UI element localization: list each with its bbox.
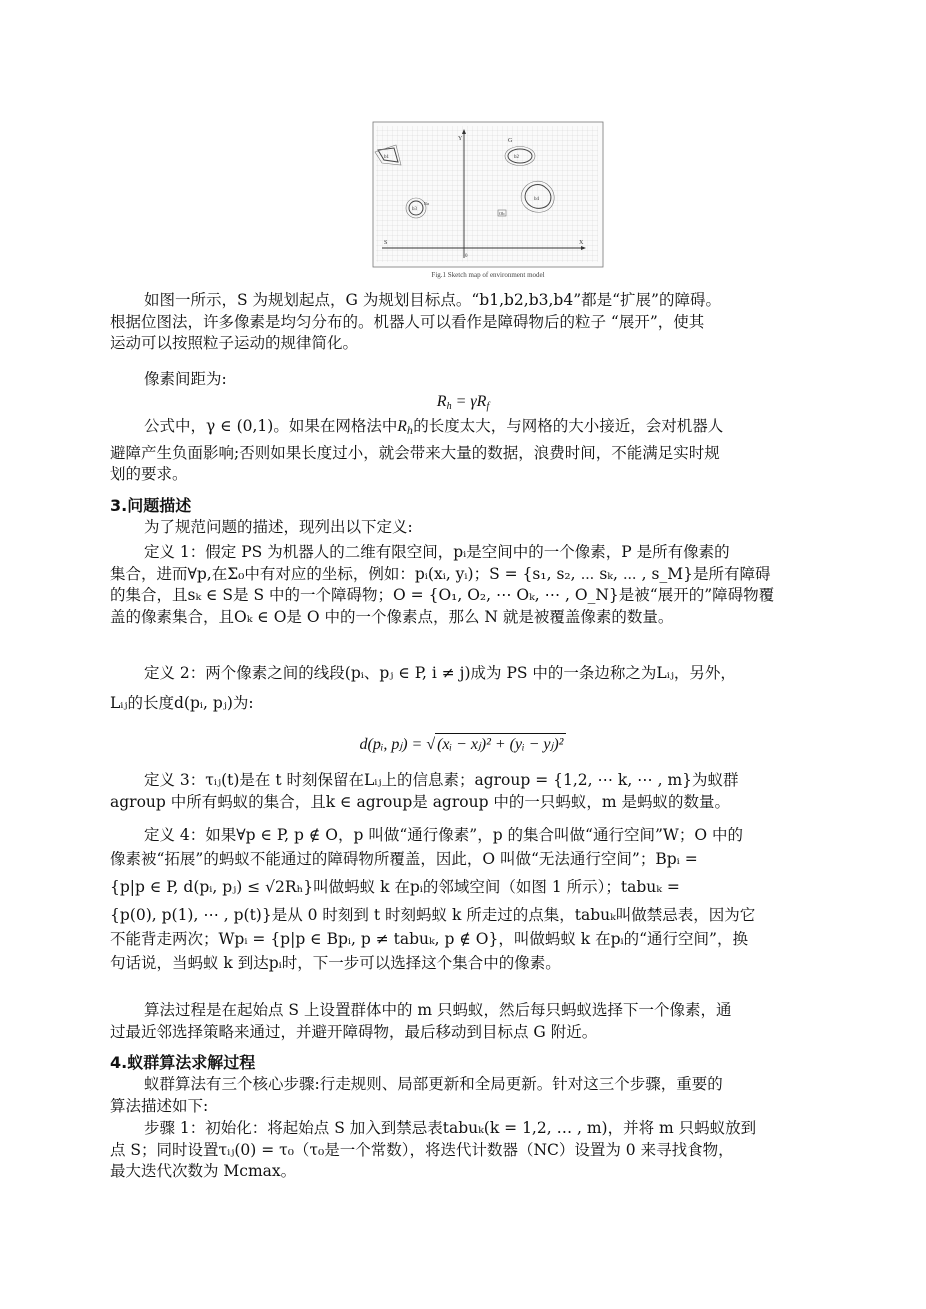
text-line: 算法描述如下: [110,1096,209,1115]
text-line: 定义 3：τᵢⱼ(t)是在 t 时刻保留在Lᵢⱼ上的信息素；agroup = {1,2, ⋯ k, ⋯ , m}为蚁群 [144,771,739,789]
step-1 [110,1118,825,1183]
text-line: 集合，进而∀p,在Σ₀中有对应的坐标，例如：pᵢ(xᵢ, yᵢ)；S = {s₁, s₂, ⋯ sₖ, ⋯ , s_M}是所有障碍 [110,564,771,583]
figure-environment-model [372,120,604,280]
label-b4: b4 [534,197,539,202]
eq-lhs: d(pᵢ, pⱼ) = [359,736,427,753]
sqrt-sign: √ [426,736,436,753]
text-line: 像素被“拓展”的蚂蚁不能通过的障碍物所覆盖，因此，O 叫做“无法通行空间”；Bpᵢ = [110,850,698,868]
text-line: Lᵢⱼ的长度d(pᵢ, pⱼ)为: [110,694,254,712]
paragraph-intro [110,290,825,355]
eq-rhs-sub: f [486,401,490,412]
text-line: 点 S；同时设置τᵢⱼ(0) = τ₀（τ₀是一个常数），将迭代计数器（NC）设置为 0 来寻找食物， [110,1140,734,1159]
text-line: {p(0), p(1), ⋯ , p(t)}是从 0 时刻到 t 时刻蚂蚁 k 所走过的点集，tabuₖ叫做禁忌表，因为它 [110,906,756,924]
definition-2 [110,658,825,718]
definition-1 [110,542,825,628]
label-x-axis: X [579,240,584,246]
text-line: 划的要求。 [110,465,188,484]
text-line: 最大迭代次数为 Mcmax。 [110,1162,297,1181]
text-line: 不能背走两次；Wpᵢ = {p|p ∈ Bpᵢ, p ≠ tabuₖ, p ∉ O}，叫做蚂蚁 k 在pᵢ的“通行空间”，换 [110,930,748,948]
label-b2: b2 [514,155,519,160]
equation-distance [0,733,926,754]
label-y-axis: Y [458,136,463,142]
label-ob: Ob [499,211,505,216]
definition-4 [110,823,825,975]
eq-lhs-sub: h [446,401,452,412]
text-line: 步骤 1：初始化：将起始点 S 加入到禁忌表tabuₖ(k = 1,2, … , m)，并将 m 只蚂蚁放到 [144,1119,757,1137]
math-sub: h [406,426,414,437]
text-line: 定义 1：假定 PS 为机器人的二维有限空间，pᵢ是空间中的一个像素，P 是所有像素的 [144,543,730,561]
equation-rh [0,393,926,412]
text-line: 定义 2：两个像素之间的线段(pᵢ、pⱼ ∈ P, i ≠ j)成为 PS 中的一条边称之为Lᵢⱼ，另外， [144,664,736,682]
text-line: {p|p ∈ P, d(pᵢ, pⱼ) ≤ √2Rₕ}叫做蚂蚁 k 在pᵢ的邻域空间（如图 1 所示）；tabuₖ = [110,878,680,896]
paragraph-definitions-intro [110,517,825,539]
label-b1: b1 [384,155,389,160]
section-heading-3: 3.问题描述 [110,496,192,515]
figure-caption: Fig.1 Sketch map of environment model [431,271,545,279]
text-line: 为了规范问题的描述，现列出以下定义: [144,518,413,536]
label-b3: b3 [412,207,417,212]
text-line: 盖的像素集合，且Oₖ ∈ O是 O 中的一个像素点，那么 N 就是被覆盖像素的数量。 [110,607,674,626]
text-line: 过最近邻选择策略来通过，并避开障碍物，最后移动到目标点 G 附近。 [110,1022,598,1041]
text-line: 如图一所示，S 为规划起点，G 为规划目标点。“b1,b2,b3,b4”都是“扩展”的障碍。 [144,291,721,309]
text-line [110,416,825,443]
text-segment: 的长度太大，与网格的大小接近，会对机器人 [413,417,724,435]
text-line: 根据位图法，许多像素是均匀分布的。机器人可以看作是障碍物后的粒子 “展开”，使其 [110,312,705,331]
text-line: 的集合，且sₖ ∈ S是 S 中的一个障碍物；O = {O₁, O₂, ⋯ Oₖ, ⋯ , O_N}是被“展开的”障碍物覆 [110,586,775,605]
text-line: 句话说，当蚂蚁 k 到达pᵢ时，下一步可以选择这个集合中的像素。 [110,954,561,972]
eq-radicand: (xᵢ − xⱼ)² + (yᵢ − yⱼ)² [435,733,566,754]
eq-lhs: R [436,393,447,410]
text-line: 运动可以按照粒子运动的规律简化。 [110,334,359,353]
text-line: 算法过程是在起始点 S 上设置群体中的 m 只蚂蚁，然后每只蚂蚁选择下一个像素，通 [144,1001,732,1019]
section-heading-4: 4.蚁群算法求解过程 [110,1053,256,1072]
environment-map [372,120,604,270]
text-line: agroup 中所有蚂蚁的集合，且k ∈ agroup是 agroup 中的一只蚂蚁，m 是蚂蚁的数量。 [110,792,731,811]
math-var: R [397,418,407,435]
eq-mid: = γR [451,393,487,410]
label-start-s: S [384,240,388,246]
text-segment: 公式中，γ ∈ (0,1)。如果在网格法中 [144,417,398,435]
paragraph-core-steps [110,1074,825,1117]
text-line: 避障产生负面影响;否则如果长度过小，就会带来大量的数据，浪费时间，不能满足实时规 [110,443,720,462]
label-ra: Ra [424,201,429,206]
map-grid [376,126,598,262]
text-line: 蚁群算法有三个核心步骤:行走规则、局部更新和全局更新。针对这三个步骤，重要的 [144,1075,723,1093]
paragraph-formula-note [110,416,825,486]
label-origin: 0 [465,254,468,259]
text-line: 像素间距为: [144,370,227,388]
label-goal-g: G [508,138,513,144]
paragraph-algorithm-process [110,1000,825,1043]
text-line: 定义 4：如果∀p ∈ P, p ∉ O，p 叫做“通行像素”，p 的集合叫做“通行空间”W；O 中的 [144,826,743,844]
paragraph-pixel-spacing [110,369,825,391]
definition-3 [110,770,825,813]
